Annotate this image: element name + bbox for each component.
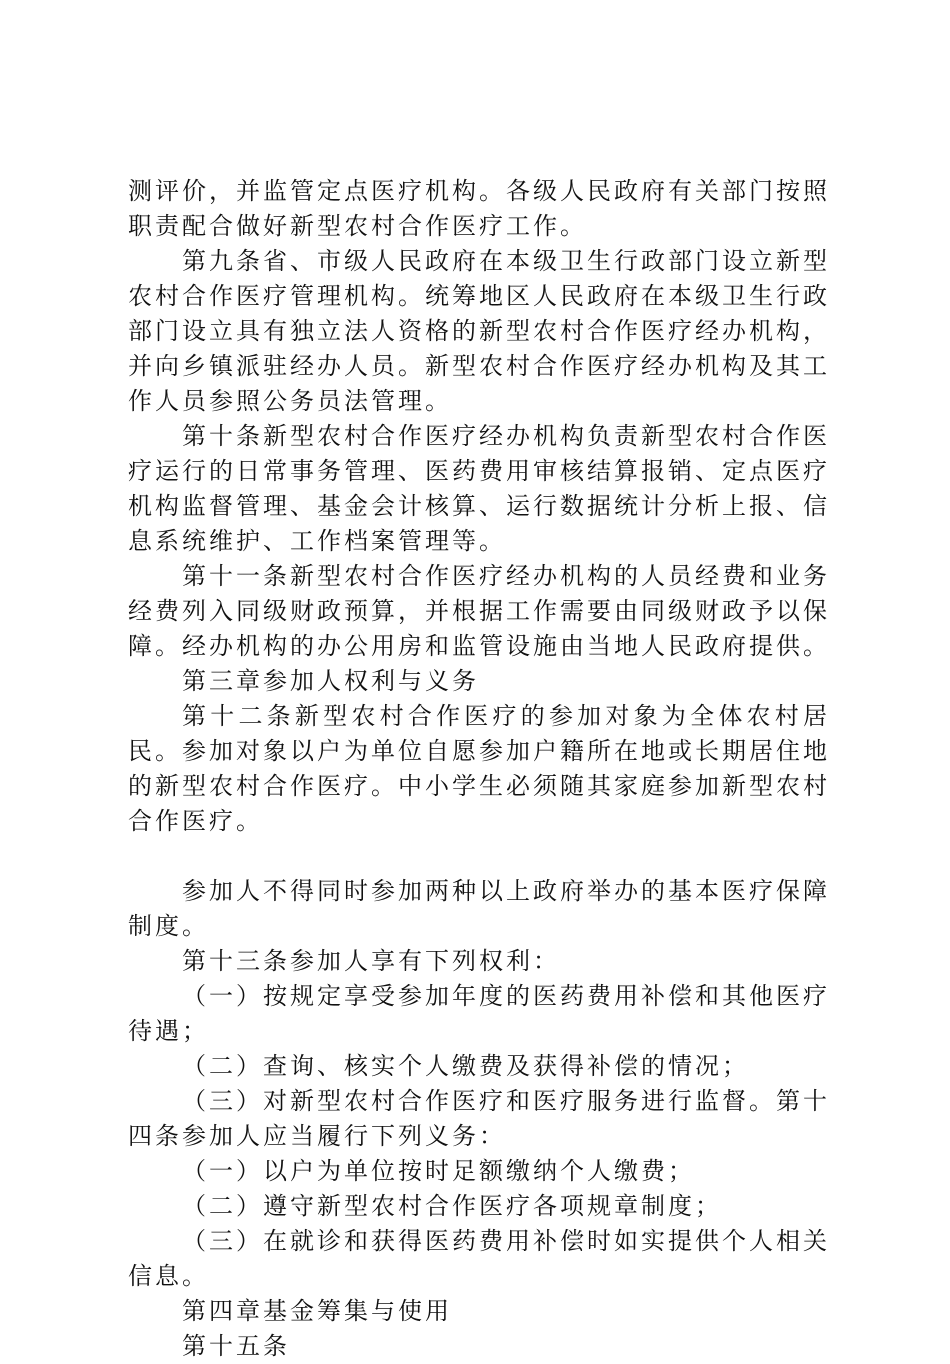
list-item-right-1: （一）按规定享受参加年度的医药费用补偿和其他医疗待遇；: [128, 982, 830, 1045]
list-item-duty-3: （三）在就诊和获得医药费用补偿时如实提供个人相关信息。: [128, 1227, 830, 1290]
chapter-heading-4: 第四章基金筹集与使用: [182, 1297, 452, 1325]
paragraph-article-11: 第十一条新型农村合作医疗经办机构的人员经费和业务经费列入同级财政预算，并根据工作需要由同级财政予以保障。经办机构的办公用房和监管设施由当地人民政府提供。: [128, 562, 830, 660]
list-item-right-3: （三）对新型农村合作医疗和医疗服务进行监督。第十四条参加人应当履行下列义务：: [128, 1087, 830, 1150]
paragraph-article-13: 第十三条参加人享有下列权利：: [182, 947, 560, 975]
list-item-duty-2: （二）遵守新型农村合作医疗各项规章制度；: [182, 1192, 722, 1220]
paragraph-article-10: 第十条新型农村合作医疗经办机构负责新型农村合作医疗运行的日常事务管理、医药费用审核结算报销、定点医疗机构监督管理、基金会计核算、运行数据统计分析上报、信息系统维护、工作档案管理等。: [128, 422, 830, 555]
paragraph-article-12: 第十二条新型农村合作医疗的参加对象为全体农村居民。参加对象以户为单位自愿参加户籍所在地或长期居住地的新型农村合作医疗。中小学生必须随其家庭参加新型农村合作医疗。: [128, 702, 830, 835]
list-item-right-2: （二）查询、核实个人缴费及获得补偿的情况；: [182, 1052, 749, 1080]
list-item-duty-1: （一）以户为单位按时足额缴纳个人缴费；: [182, 1157, 695, 1185]
paragraph-article-9: 第九条省、市级人民政府在本级卫生行政部门设立新型农村合作医疗管理机构。统筹地区人民政府在本级卫生行政部门设立具有独立法人资格的新型农村合作医疗经办机构，并向乡镇派驻经办人员。新型农村合作医疗经办机构及其工作人员参照公务员法管理。: [128, 247, 830, 415]
document-body: [128, 174, 830, 1364]
paragraph-article-15: 第十五条: [182, 1332, 290, 1360]
chapter-heading-3: 第三章参加人权利与义务: [182, 667, 479, 695]
paragraph-article-12-note: 参加人不得同时参加两种以上政府举办的基本医疗保障制度。: [128, 877, 830, 940]
paragraph-continuation: 测评价，并监管定点医疗机构。各级人民政府有关部门按照职责配合做好新型农村合作医疗工作。: [128, 177, 830, 240]
